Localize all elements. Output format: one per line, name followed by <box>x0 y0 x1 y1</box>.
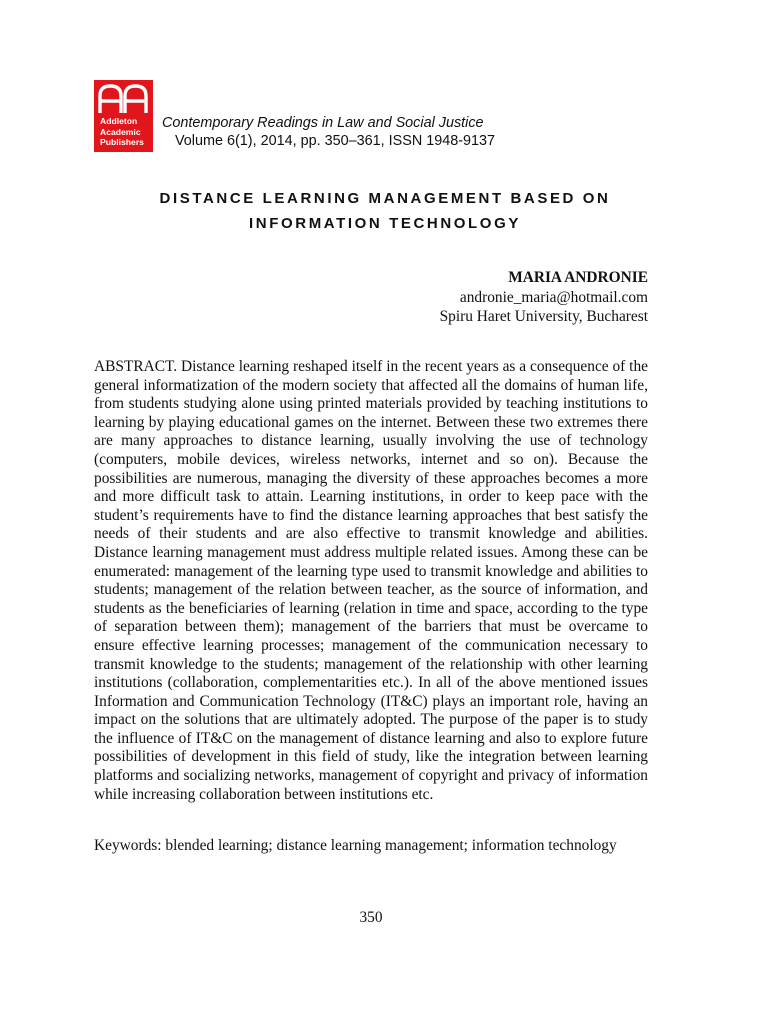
double-a-monogram-icon <box>98 84 149 114</box>
author-affiliation: Spiru Haret University, Bucharest <box>439 308 648 325</box>
publisher-logo <box>94 80 153 152</box>
abstract: ABSTRACT. Distance learning reshaped itself in the recent years as a consequence of the general informatization of the modern society that affected all the domains of human life, from students studying alone using printed materials provided by teaching institutions to learning by playing educational games on the internet. Between these two extremes there are many approaches to distance learning, usually involving the use of technology (computers, mobile devices, wireless networks, internet and so on). Because the possibilities are numerous, managing the diversity of these approaches becomes a more and more difficult task to attain. Learning institutions, in order to keep pace with the student’s requirements have to find the distance learning approaches that best satisfy the needs of their students and are also effective to transmit knowledge and abilities. Distance learning management must address multiple related issues. Among these can be enumerated: management of the learning type used to transmit knowledge and abilities to students; management of the relation between teacher, as the source of information, and students as the beneficiaries of learning (relation in time and space, according to the type of separation between them); management of the barriers that must be overcame to ensure effective learning processes; management of the communication necessary to transmit knowledge to the students; management of the relationship with other learning institutions (collaboration, complementarities etc.). In all of the above mentioned issues Information and Communication Technology (IT&C) plays an important role, having an impact on the solutions that are ultimately adopted. The purpose of the paper is to study the influence of IT&C on the management of distance learning and also to explore future possibilities of development in this field of study, like the integration between learning platforms and socializing networks, management of copyright and privacy of information while increasing collaboration between institutions etc. <box>94 358 648 803</box>
author-block <box>440 268 648 327</box>
author-email[interactable]: andronie_maria@hotmail.com <box>459 288 648 306</box>
keywords: Keywords: blended learning; distance learning management; information technology <box>94 837 617 854</box>
publisher-line: Addleton <box>100 116 138 126</box>
journal-header <box>162 114 495 150</box>
author-name: MARIA ANDRONIE <box>508 269 648 286</box>
publisher-line: Academic <box>100 126 141 137</box>
publisher-line: Publishers <box>100 137 144 147</box>
journal-info: Volume 6(1), 2014, pp. 350–361, ISSN 1948-9137 <box>175 133 496 149</box>
paper-title: DISTANCE LEARNING MANAGEMENT BASED ON INFORMATION TECHNOLOGY <box>159 190 611 232</box>
journal-name: Contemporary Readings in Law and Social Justice <box>162 115 484 131</box>
page-number: 350 <box>359 909 383 926</box>
publisher-name <box>100 116 152 148</box>
